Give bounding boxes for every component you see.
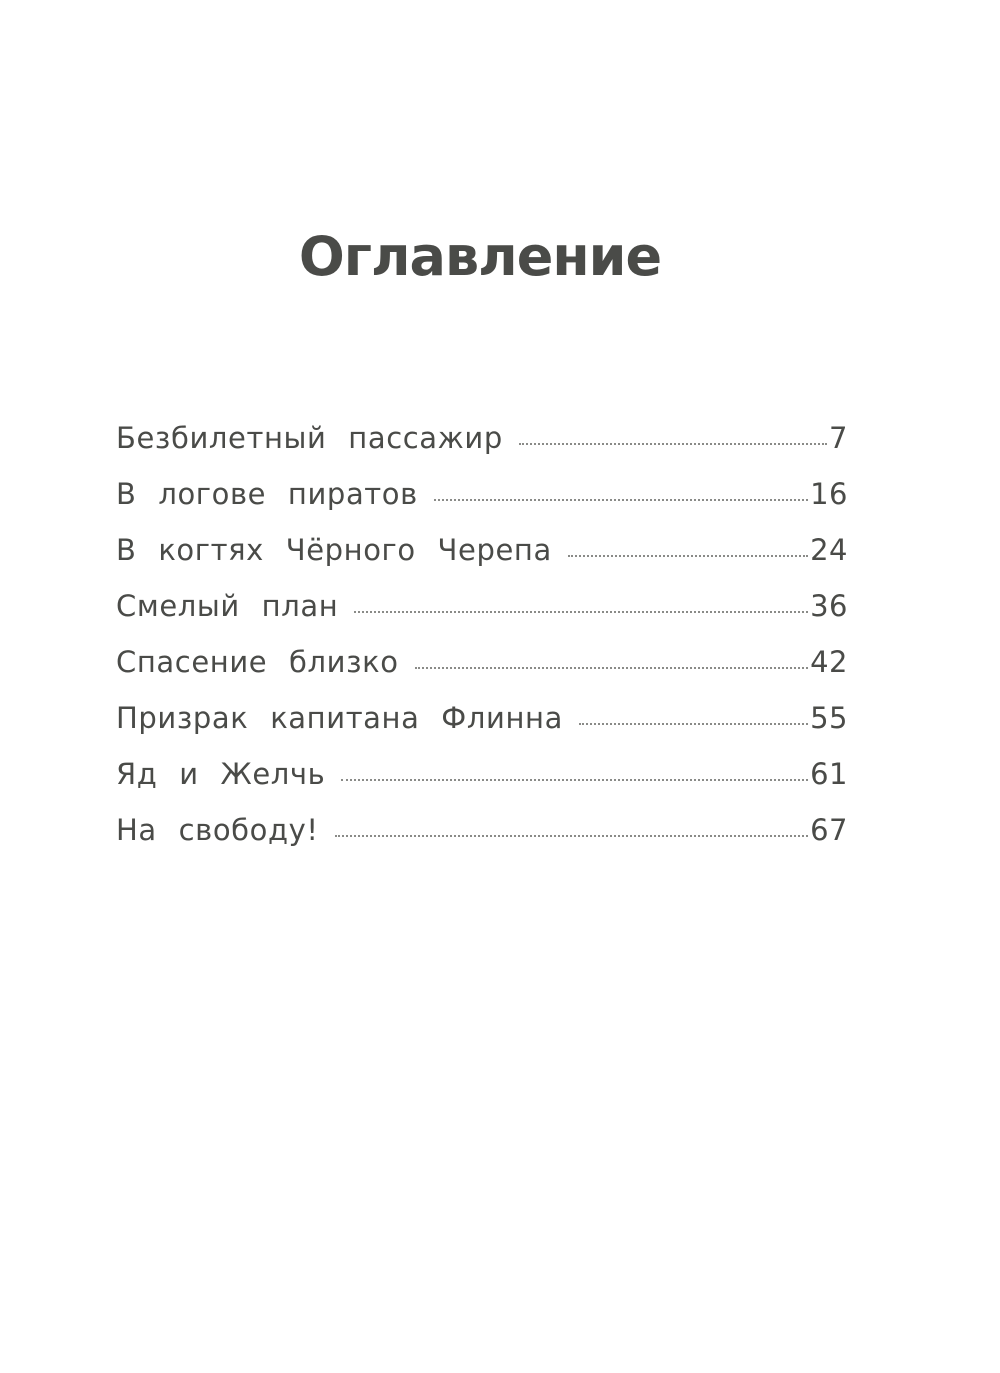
toc-entry [116,578,848,634]
toc-entry [116,522,848,578]
toc-entry-page: 36 [810,589,848,623]
toc-entry-title: Безбилетный пассажир [116,421,503,455]
toc-entry [116,690,848,746]
toc-entry-page: 7 [829,421,848,455]
toc-dot-leader [341,779,808,781]
toc-dot-leader [579,723,808,725]
toc-entry-title: Спасение близко [116,645,399,679]
toc-dot-leader [335,835,808,837]
toc-entry-title: В когтях Чёрного Черепа [116,533,552,567]
toc-entry-title: Призрак капитана Флинна [116,701,563,735]
toc-entry-page: 55 [810,701,848,735]
toc-entry-page: 42 [810,645,848,679]
toc-entry-page: 61 [810,757,848,791]
toc-entry [116,746,848,802]
toc-entry-page: 24 [810,533,848,567]
toc-dot-leader [519,443,827,445]
toc-entry [116,634,848,690]
toc-entry-page: 67 [810,813,848,847]
toc-entry [116,466,848,522]
toc-dot-leader [568,555,808,557]
toc-dot-leader [434,499,808,501]
toc-entry-title: На свободу! [116,813,319,847]
toc-dot-leader [415,667,809,669]
toc-entry-title: В логове пиратов [116,477,418,511]
table-of-contents [116,410,848,858]
toc-entry-title: Яд и Желчь [116,757,326,791]
toc-entry [116,410,848,466]
toc-dot-leader [354,611,808,613]
page-title: Оглавление [298,225,662,288]
toc-entry-title: Смелый план [116,589,339,623]
toc-entry-page: 16 [810,477,848,511]
toc-entry [116,802,848,858]
